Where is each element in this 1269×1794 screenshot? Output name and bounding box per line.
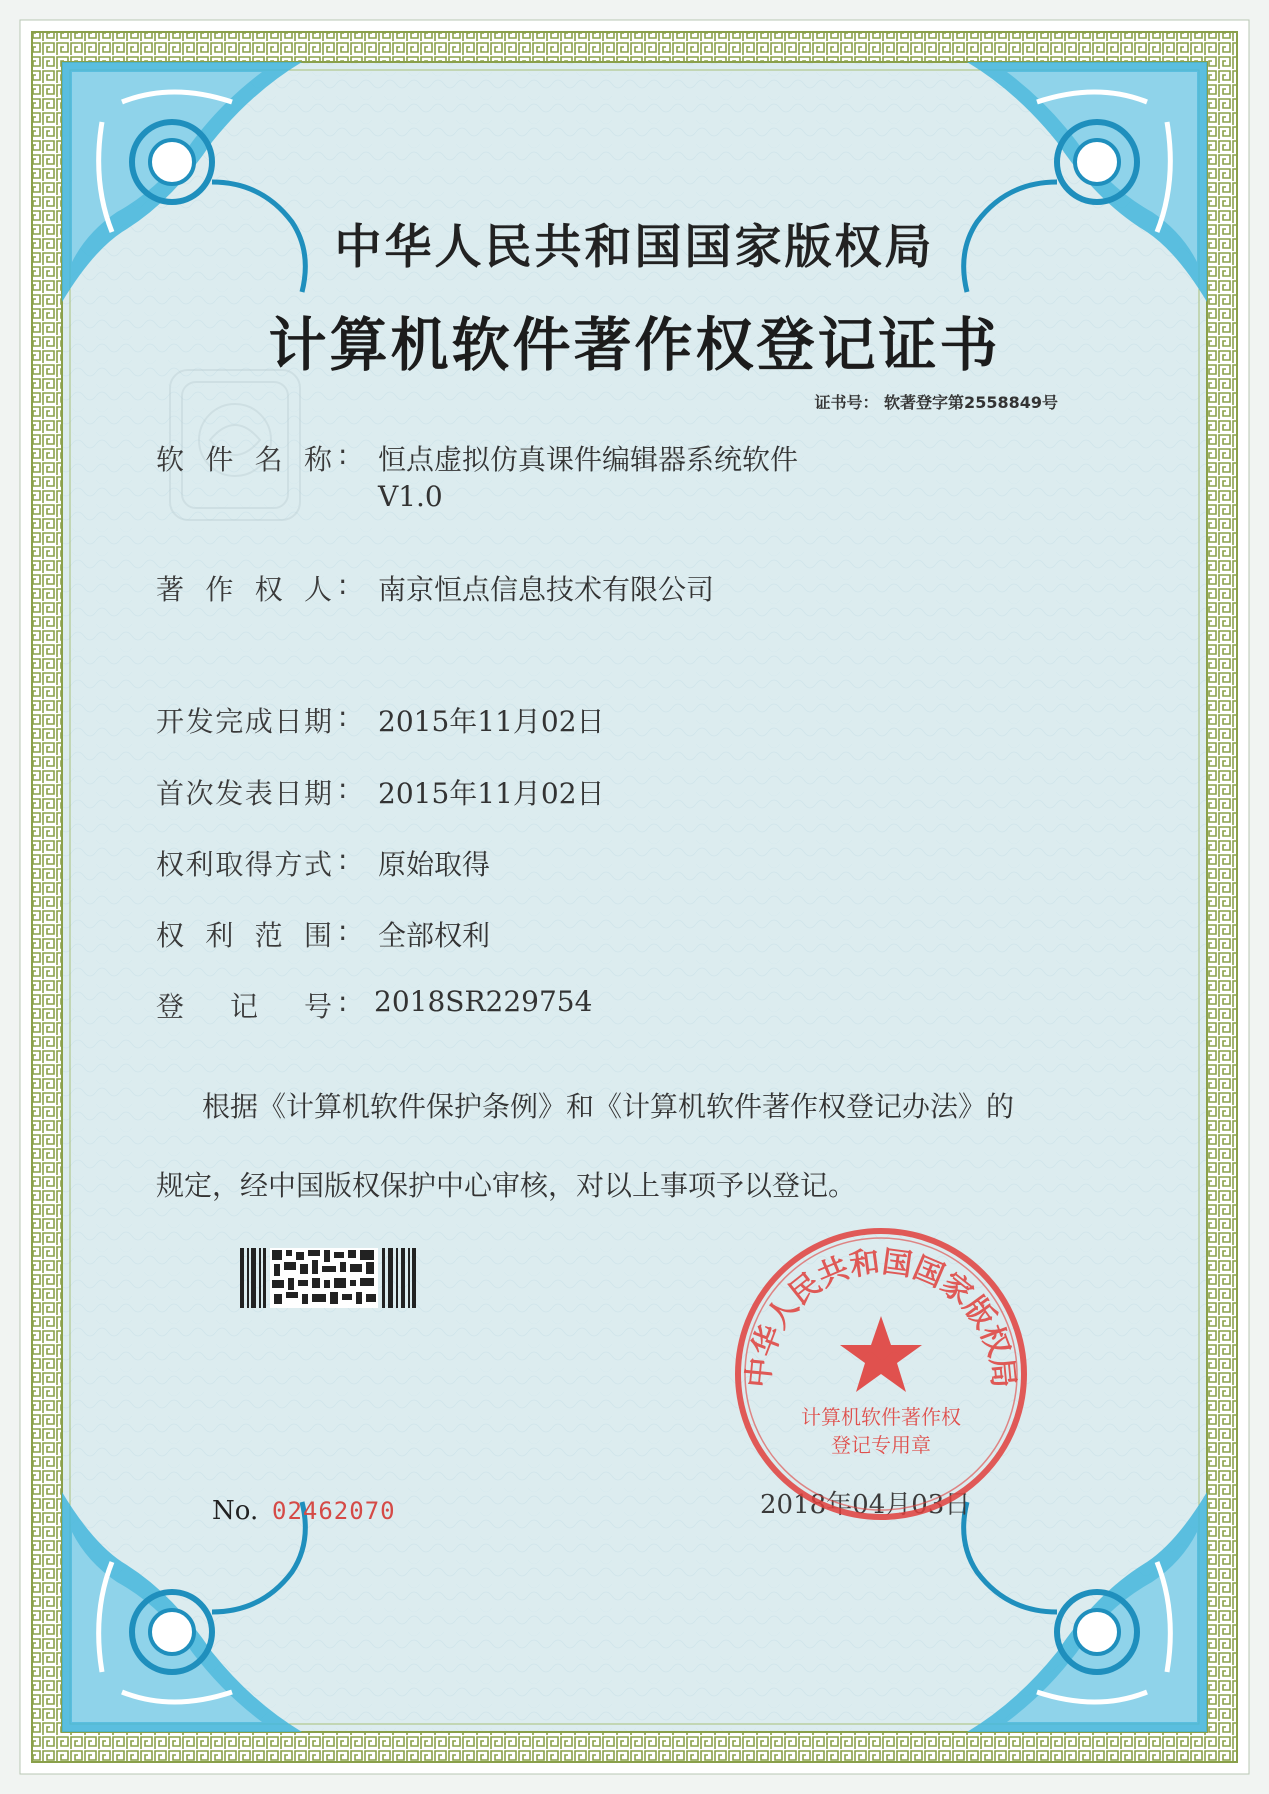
issuer-heading: 中华人民共和国国家版权局 — [334, 220, 935, 275]
barcode-qr-code — [240, 1248, 416, 1308]
field-label-rights-scope: 权利范围 — [156, 919, 332, 952]
field-colon: : — [338, 772, 348, 805]
serial-number-label: No. — [212, 1496, 259, 1526]
field-label-copyright-owner: 著作权人 — [156, 573, 332, 606]
field-colon: : — [338, 700, 348, 733]
field-colon: : — [338, 568, 348, 601]
official-seal-stamp — [731, 1224, 1031, 1524]
field-value-registration-number: 2018SR229754 — [374, 985, 593, 1018]
certificate-title: 计算机软件著作权登记证书 — [268, 311, 1001, 379]
field-value-software-name: 恒点虚拟仿真课件编辑器系统软件 — [378, 443, 799, 476]
field-value-software-version: V1.0 — [378, 480, 443, 513]
statement-line-1: 根据《计算机软件保护条例》和《计算机软件著作权登记办法》的 — [202, 1090, 1015, 1123]
seal-line-1: 计算机软件著作权 — [801, 1405, 961, 1429]
seal-ring-text: 中华人民共和国国家版权局 — [741, 1244, 1021, 1390]
field-label-completion-date: 开发完成日期 — [156, 705, 332, 738]
field-label-software-name: 软件名称 — [156, 443, 332, 476]
field-label-publication-date: 首次发表日期 — [156, 777, 332, 810]
field-label-registration-number: 登记号 — [156, 990, 332, 1023]
seal-line-2: 登记专用章 — [831, 1433, 931, 1457]
statement-line-2: 规定，经中国版权保护中心审核，对以上事项予以登记。 — [156, 1169, 857, 1202]
field-value-copyright-owner: 南京恒点信息技术有限公司 — [378, 573, 715, 606]
field-colon: : — [338, 843, 348, 876]
field-value-publication-date: 2015年11月02日 — [378, 777, 605, 810]
field-value-completion-date: 2015年11月02日 — [378, 705, 605, 738]
serial-number-value: 02462070 — [272, 1497, 396, 1525]
field-colon: : — [338, 914, 348, 947]
field-value-acquisition-method: 原始取得 — [378, 848, 491, 881]
field-label-acquisition-method: 权利取得方式 — [156, 848, 332, 881]
issue-date: 2018年04月03日 — [760, 1490, 971, 1520]
star-icon — [840, 1316, 922, 1392]
certificate-number: 证书号： 软著登字第2558849号 — [814, 393, 1058, 412]
field-colon: : — [338, 438, 348, 471]
field-colon: : — [338, 985, 348, 1018]
field-value-rights-scope: 全部权利 — [378, 919, 491, 952]
